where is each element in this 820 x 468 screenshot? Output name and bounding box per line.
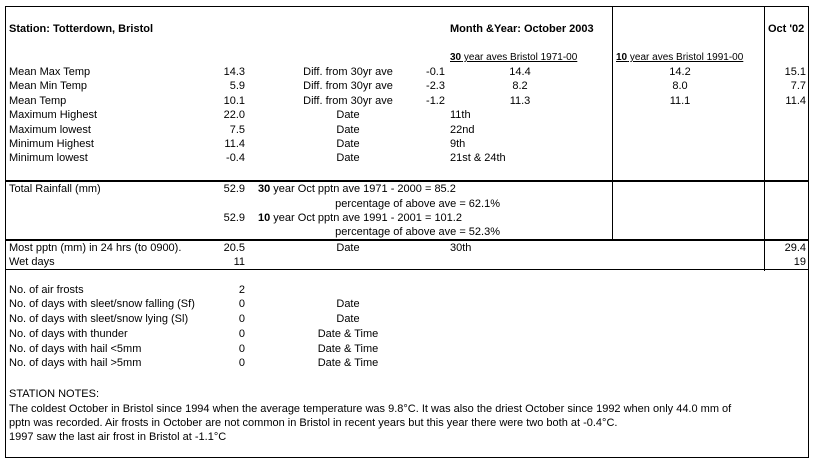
temp-row-ave30: 11.3 — [509, 95, 531, 107]
prev-year-header: Oct '02 — [768, 23, 805, 35]
day-count-label: No. of days with hail <5mm — [9, 343, 142, 355]
day-count-value: 0 — [238, 343, 245, 355]
temp-row-label: Minimum Highest — [9, 138, 94, 150]
divider-ave10-left — [612, 6, 613, 241]
most-pptn-label: Most pptn (mm) in 24 hrs (to 0900). — [9, 242, 182, 254]
wet-days-prev: 19 — [793, 256, 806, 268]
rainfall-value-1: 52.9 — [223, 183, 245, 195]
divider-rainfall-top — [5, 180, 809, 182]
notes-heading: STATION NOTES: — [9, 388, 100, 400]
temp-row-label: Maximum lowest — [9, 124, 91, 136]
temp-row-prev: 7.7 — [790, 80, 806, 92]
temp-row-mid: Date — [336, 124, 360, 136]
temp-row-date: 22nd — [450, 124, 475, 136]
temp-row-label: Maximum Highest — [9, 109, 98, 121]
temp-row-diff: -1.2 — [426, 95, 445, 107]
most-pptn-value: 20.5 — [223, 242, 245, 254]
temp-row-label: Mean Min Temp — [9, 80, 88, 92]
temp-row-ave10: 14.2 — [669, 66, 691, 78]
divider-pptn-top — [5, 239, 809, 241]
notes-line-1: The coldest October in Bristol since 1994 when the average temperature was 9.8°C. It was also the driest October since 1992 when only 44.0 mm of — [9, 403, 732, 415]
temp-row-diff: -2.3 — [426, 80, 445, 92]
temp-row-date: 9th — [450, 138, 466, 150]
most-pptn-prev: 29.4 — [784, 242, 806, 254]
ave30-header: 30 year aves Bristol 1971-00 — [450, 52, 578, 63]
temp-row-mid: Date — [336, 138, 360, 150]
temp-row-diff: -0.1 — [426, 66, 445, 78]
temp-row-value: 7.5 — [229, 124, 245, 136]
temp-row-date: 11th — [450, 109, 471, 121]
temp-row-value: 5.9 — [229, 80, 245, 92]
rainfall-pct-30yr: percentage of above ave = 62.1% — [335, 198, 500, 210]
temp-row-value: 14.3 — [223, 66, 245, 78]
temp-row-prev: 15.1 — [784, 66, 806, 78]
day-count-value: 0 — [238, 298, 245, 310]
day-count-value: 0 — [238, 357, 245, 369]
temp-row-mid: Diff. from 30yr ave — [303, 95, 393, 107]
temp-row-value: -0.4 — [226, 152, 245, 164]
temp-row-ave10: 8.0 — [672, 80, 688, 92]
temp-row-prev: 11.4 — [785, 95, 806, 107]
day-count-value: 0 — [238, 313, 245, 325]
station-name: Station: Totterdown, Bristol — [9, 23, 154, 35]
temp-row-date: 21st & 24th — [450, 152, 506, 164]
notes-line-2: pptn was recorded. Air frosts in October are not common in Bristol in recent years but this year there were two both at -0.4°C. — [9, 417, 618, 429]
day-count-date-label: Date & Time — [317, 357, 379, 369]
ave10-header: 10 year aves Bristol 1991-00 — [616, 52, 744, 63]
day-count-date-label: Date & Time — [317, 328, 379, 340]
temp-row-value: 22.0 — [223, 109, 245, 121]
rainfall-30yr-line: 30 year Oct pptn ave 1971 - 2000 = 85.2 — [258, 183, 456, 195]
rainfall-value-2: 52.9 — [223, 212, 245, 224]
temp-row-mid: Diff. from 30yr ave — [303, 80, 393, 92]
day-count-label: No. of days with thunder — [9, 328, 128, 340]
day-count-label: No. of air frosts — [9, 284, 84, 296]
temp-row-mid: Date — [336, 109, 360, 121]
day-count-label: No. of days with sleet/snow falling (Sf) — [9, 298, 195, 310]
divider-days-top — [5, 269, 809, 270]
temp-row-mid: Diff. from 30yr ave — [303, 66, 393, 78]
notes-line-3: 1997 saw the last air frost in Bristol at -1.1°C — [9, 431, 227, 443]
day-count-label: No. of days with sleet/snow lying (Sl) — [9, 313, 189, 325]
temp-row-ave10: 11.1 — [669, 95, 691, 107]
temp-row-value: 11.4 — [224, 138, 245, 150]
rainfall-label: Total Rainfall (mm) — [9, 183, 101, 195]
most-pptn-date-label: Date — [336, 242, 360, 254]
wet-days-value: 11 — [233, 256, 245, 268]
day-count-date-label: Date — [336, 313, 360, 325]
temp-row-ave30: 8.2 — [512, 80, 528, 92]
divider-prev-left — [764, 6, 765, 271]
temp-row-label: Mean Temp — [9, 95, 67, 107]
most-pptn-date: 30th — [450, 242, 472, 254]
month-year: Month &Year: October 2003 — [450, 23, 594, 35]
day-count-date-label: Date & Time — [317, 343, 379, 355]
rainfall-pct-10yr: percentage of above ave = 52.3% — [335, 226, 500, 238]
temp-row-value: 10.1 — [223, 95, 245, 107]
day-count-value: 2 — [238, 284, 245, 296]
rainfall-10yr-line: 10 year Oct pptn ave 1991 - 2001 = 101.2 — [258, 212, 462, 224]
temp-row-ave30: 14.4 — [509, 66, 531, 78]
day-count-label: No. of days with hail >5mm — [9, 357, 142, 369]
day-count-date-label: Date — [336, 298, 360, 310]
wet-days-label: Wet days — [9, 256, 55, 268]
temp-row-mid: Date — [336, 152, 360, 164]
temp-row-label: Mean Max Temp — [9, 66, 91, 78]
day-count-value: 0 — [238, 328, 245, 340]
temp-row-label: Minimum lowest — [9, 152, 88, 164]
